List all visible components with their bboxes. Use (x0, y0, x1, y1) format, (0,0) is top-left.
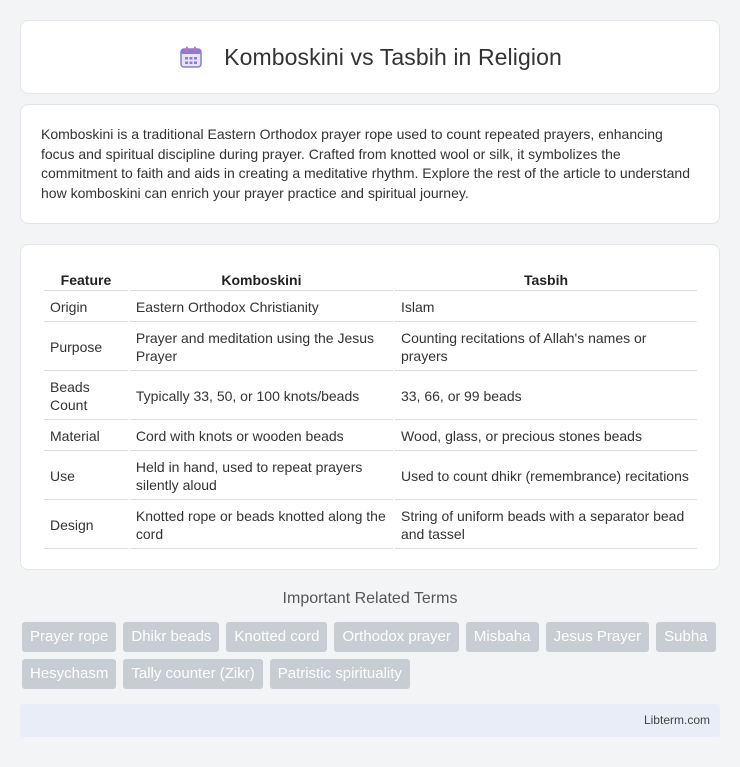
tag-subha[interactable]: Subha (656, 622, 715, 652)
tag-tally-counter[interactable]: Tally counter (Zikr) (123, 659, 262, 689)
table-cell: Origin (44, 293, 128, 322)
calendar-icon (178, 44, 204, 70)
tag-knotted-cord[interactable]: Knotted cord (226, 622, 327, 652)
table-cell: Counting recitations of Allah's names or prayers (395, 324, 697, 371)
table-cell: Wood, glass, or precious stones beads (395, 422, 697, 451)
table-cell: Islam (395, 293, 697, 322)
table-cell: Held in hand, used to repeat prayers silently aloud (130, 453, 393, 500)
table-cell: Typically 33, 50, or 100 knots/beads (130, 373, 393, 420)
header-komboskini: Komboskini (130, 267, 393, 291)
table-cell: Eastern Orthodox Christianity (130, 293, 393, 322)
tag-orthodox-prayer[interactable]: Orthodox prayer (334, 622, 458, 652)
tag-hesychasm[interactable]: Hesychasm (22, 659, 116, 689)
title-card (20, 20, 720, 94)
tag-patristic-spirituality[interactable]: Patristic spirituality (270, 659, 410, 689)
tag-jesus-prayer[interactable]: Jesus Prayer (546, 622, 650, 652)
table-row (44, 373, 697, 420)
table-row (44, 324, 697, 371)
table-cell: Used to count dhikr (remembrance) recitations (395, 453, 697, 500)
tag-misbaha[interactable]: Misbaha (466, 622, 539, 652)
table-row (44, 453, 697, 500)
footer (20, 704, 720, 737)
header-tasbih: Tasbih (395, 267, 697, 291)
header-feature: Feature (44, 267, 128, 291)
table-row (44, 422, 697, 451)
intro-card (20, 104, 720, 224)
comparison-table (42, 265, 699, 551)
table-cell: Beads Count (44, 373, 128, 420)
page-title: Komboskini vs Tasbih in Religion (224, 43, 562, 70)
table-row (44, 502, 697, 549)
table-cell: String of uniform beads with a separator bead and tassel (395, 502, 697, 549)
table-row (44, 293, 697, 322)
footer-brand-link[interactable]: Libterm.com (643, 713, 710, 727)
table-cell: Design (44, 502, 128, 549)
comparison-card (20, 244, 720, 570)
tag-dhikr-beads[interactable]: Dhikr beads (123, 622, 219, 652)
tag-prayer-rope[interactable]: Prayer rope (22, 622, 116, 652)
table-cell: 33, 66, or 99 beads (395, 373, 697, 420)
table-cell: Knotted rope or beads knotted along the cord (130, 502, 393, 549)
table-cell: Material (44, 422, 128, 451)
related-terms-list (22, 622, 722, 689)
table-cell: Prayer and meditation using the Jesus Prayer (130, 324, 393, 371)
related-terms-title: Important Related Terms (282, 590, 458, 607)
intro-text: Komboskini is a traditional Eastern Orthodox prayer rope used to count repeated prayers, enhancing focus and spiritual discipline during prayer. Crafted from knotted wool or silk, it symbolizes the commitment to faith and aids in creating a meditative rhythm. Explore the rest of the article to understand how komboskini can enrich your prayer practice and spiritual journey. (41, 126, 690, 201)
table-cell: Use (44, 453, 128, 500)
table-header-row (44, 267, 697, 291)
table-cell: Purpose (44, 324, 128, 371)
table-cell: Cord with knots or wooden beads (130, 422, 393, 451)
